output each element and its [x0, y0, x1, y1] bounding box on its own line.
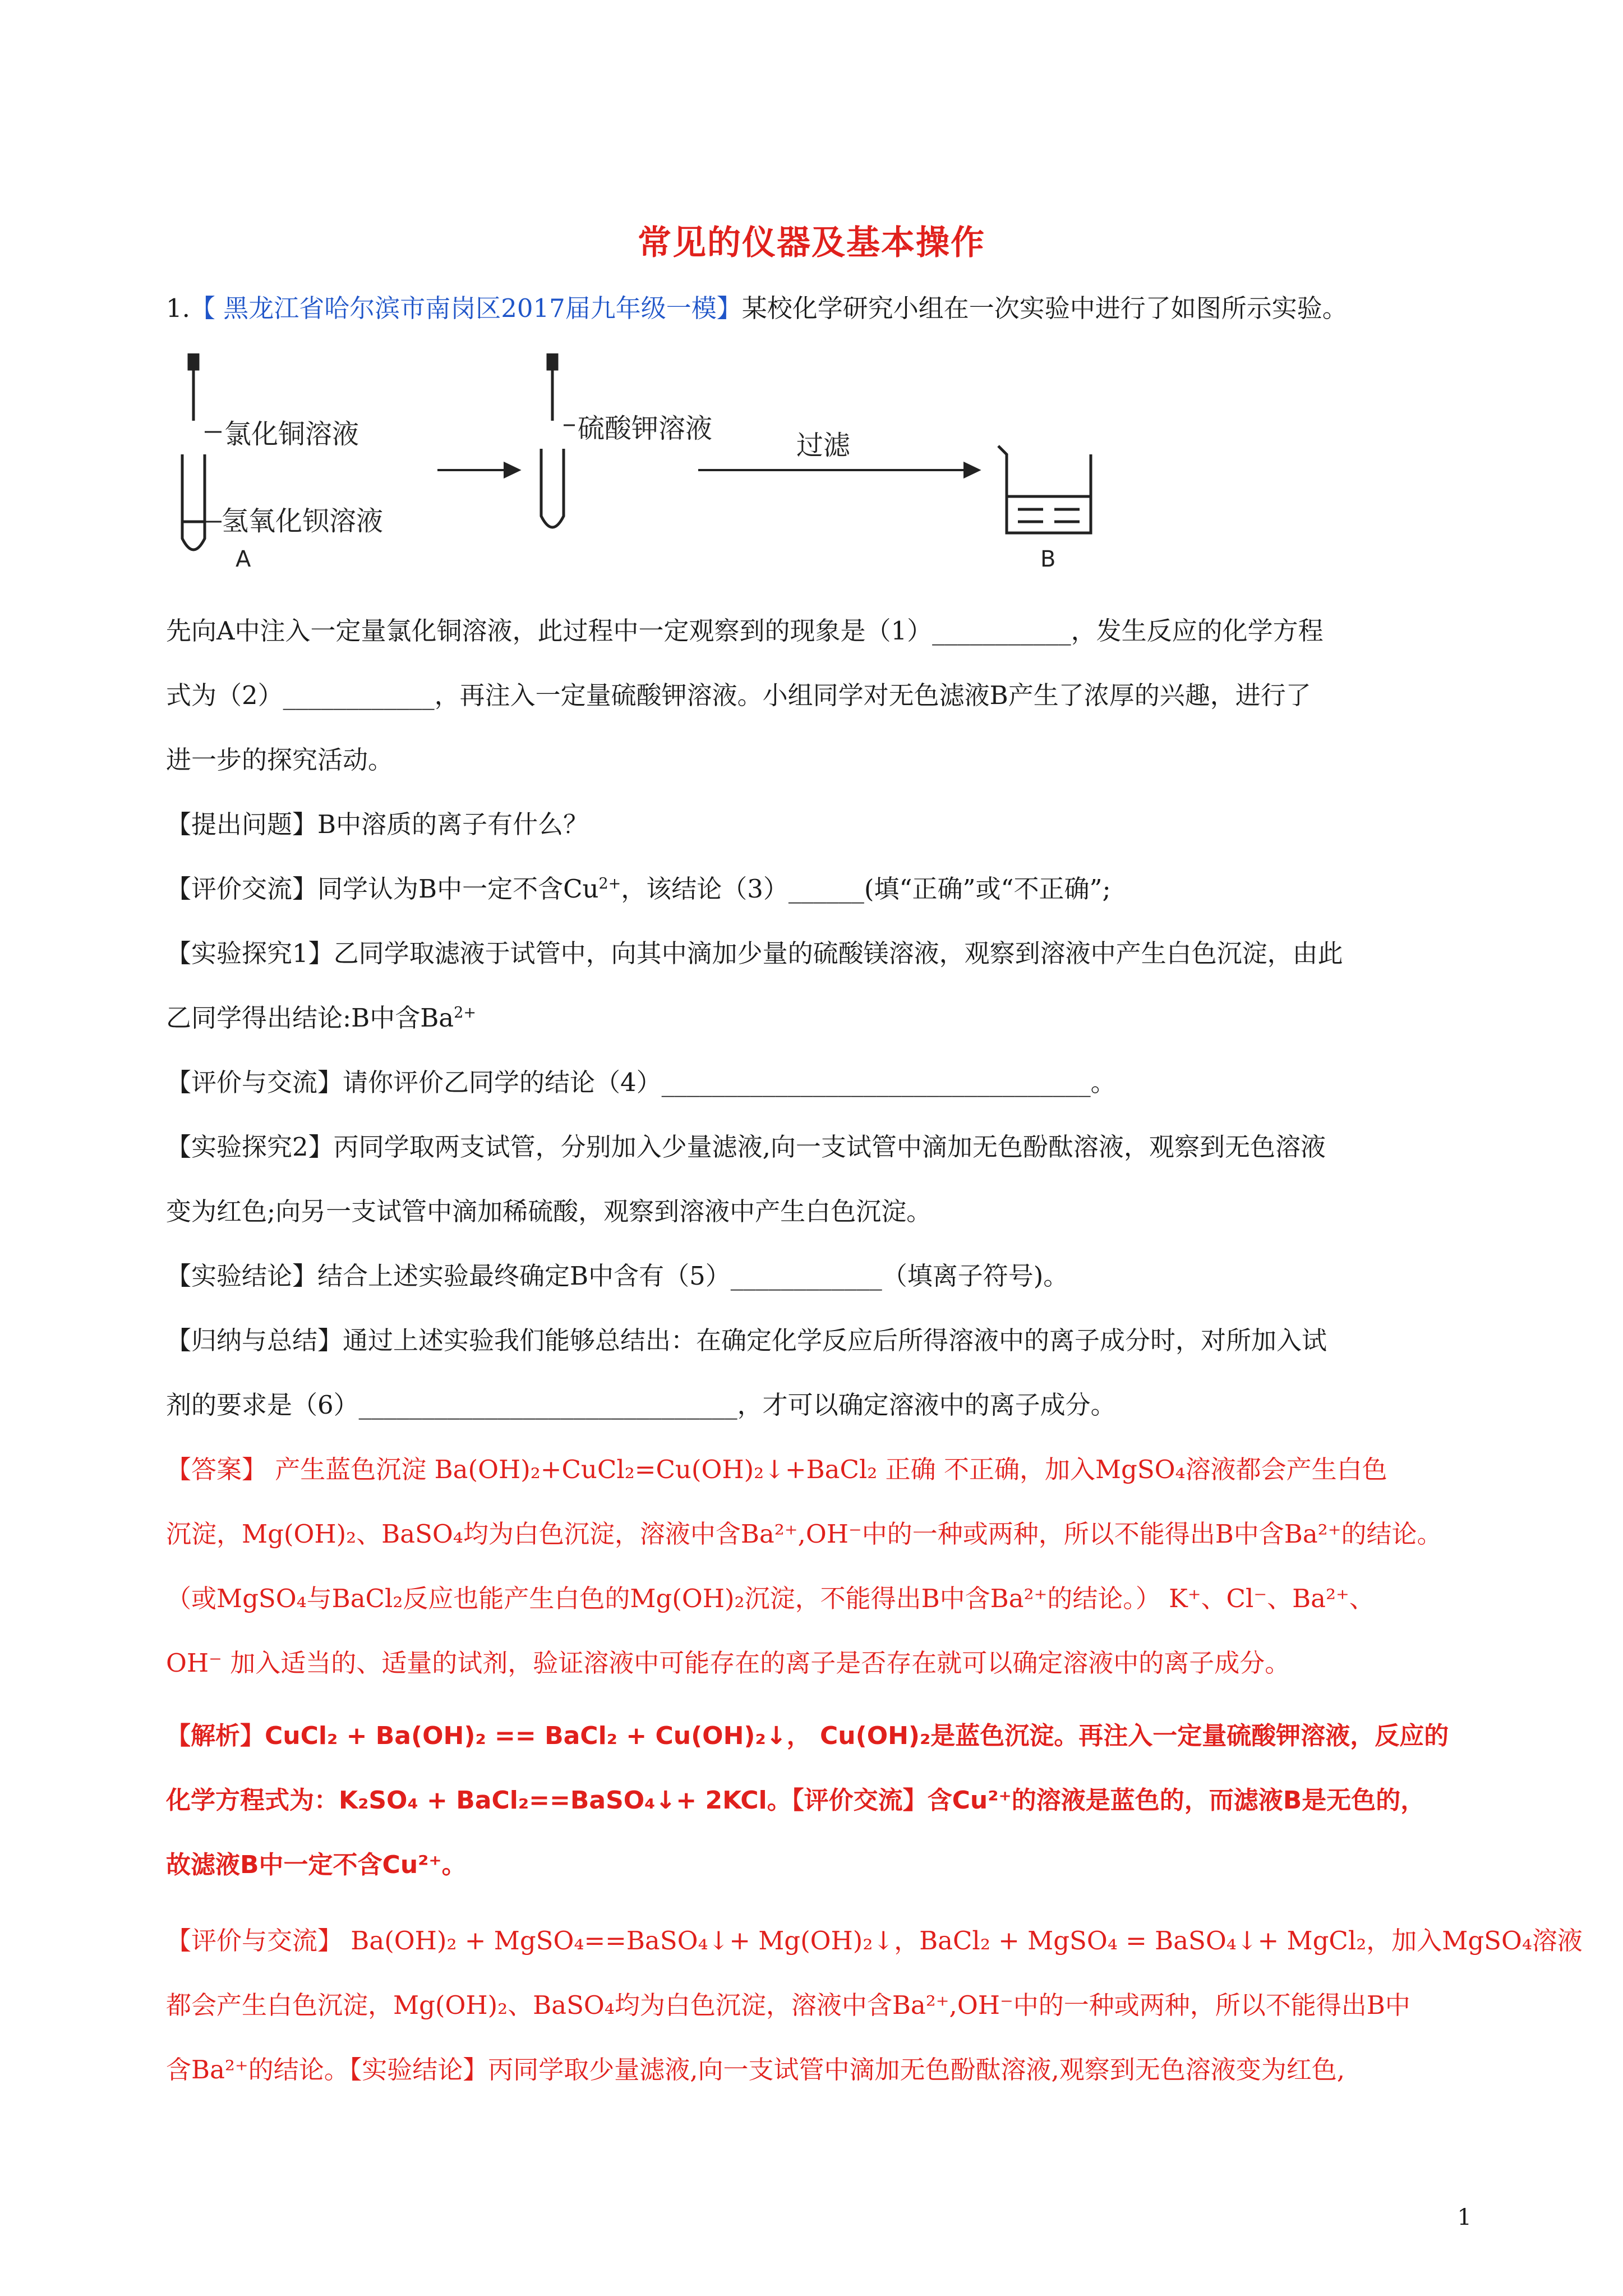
page-number: 1 [1457, 2205, 1472, 2230]
answer-line: （或MgSO₄与BaCl₂反应也能产生白色的Mg(OH)₂沉淀，不能得出B中含Ba²⁺的结论。） K⁺、Cl⁻、Ba²⁺、 [166, 1584, 1375, 1613]
analysis-line: 【解析】CuCl₂ + Ba(OH)₂ == BaCl₂ + Cu(OH)₂↓， Cu(OH)₂是蓝色沉淀。再注入一定量硫酸钾溶液，反应的 [166, 1722, 1449, 1750]
arrow-1-icon [437, 463, 519, 477]
experiment-figure [168, 353, 1122, 589]
paragraph-line: 剂的要求是（6）______________________________，才可以确定溶液中的离子成分。 [166, 1390, 1116, 1420]
text-run: 【评价交流】同学认为B中一定不含Cu [166, 874, 599, 904]
question-source: 【 黑龙江省哈尔滨市南岗区2017届九年级一模】 [190, 293, 742, 323]
evaluation-line: 含Ba²⁺的结论。【实验结论】丙同学取少量滤液,向一支试管中滴加无色酚酞溶液,观察到无色溶液变为红色, [166, 2055, 1345, 2085]
analysis-line: 故滤液B中一定不含Cu²⁺。 [166, 1851, 467, 1879]
test-tube-2-icon [541, 449, 564, 527]
paragraph-line: 变为红色;向另一支试管中滴加稀硫酸，观察到溶液中产生白色沉淀。 [166, 1197, 932, 1226]
beaker-b-icon [998, 446, 1091, 533]
answer-line: 沉淀，Mg(OH)₂、BaSO₄均为白色沉淀，溶液中含Ba²⁺,OH⁻中的一种或两种，所以不能得出B中含Ba²⁺的结论。 [166, 1519, 1442, 1549]
evaluation-line: 都会产生白色沉淀，Mg(OH)₂、BaSO₄均为白色沉淀，溶液中含Ba²⁺,OH⁻中的一种或两种，所以不能得出B中 [166, 1990, 1410, 2020]
text-run: 乙同学得出结论:B中含Ba [166, 1003, 454, 1033]
paragraph-line [166, 872, 1473, 906]
test-tube-a-icon [182, 454, 205, 550]
paragraph-line: 【提出问题】B中溶质的离子有什么？ [166, 809, 589, 839]
paragraph-line: 【实验探究2】丙同学取两支试管，分别加入少量滤液,向一支试管中滴加无色酚酞溶液，观察到无色溶液 [166, 1132, 1326, 1162]
analysis-line: 化学方程式为：K₂SO₄ + BaCl₂==BaSO₄↓+ 2KCl。【评价交流】含Cu²⁺的溶液是蓝色的，而滤液B是无色的， [166, 1786, 1426, 1815]
question-stem: 某校化学研究小组在一次实验中进行了如图所示实验。 [741, 293, 1348, 323]
experiment-diagram [168, 353, 1122, 589]
paragraph-line: 式为（2）____________，再注入一定量硫酸钾溶液。小组同学对无色滤液B产生了浓厚的兴趣，进行了 [166, 680, 1311, 710]
paragraph-line [166, 1001, 1473, 1035]
arrow-2-icon [698, 463, 979, 477]
paragraph-line: 【评价与交流】请你评价乙同学的结论（4）__________________________________。 [166, 1068, 1116, 1097]
answer-line: OH⁻ 加入适当的、适量的试剂，验证溶液中可能存在的离子是否存在就可以确定溶液中的离子成分。 [166, 1648, 1290, 1678]
tube-a-bottom-label: 氢氧化钡溶液 [222, 505, 384, 537]
page-title: 常见的仪器及基本操作 [638, 223, 985, 263]
superscript: 2+ [598, 875, 621, 892]
tube-a-top-label: 氯化铜溶液 [224, 418, 359, 450]
paragraph-line: 【实验结论】结合上述实验最终确定B中含有（5）____________（填离子符号)。 [166, 1261, 1069, 1291]
question-number: 1. [166, 293, 190, 323]
dropper-2-icon [548, 353, 557, 421]
evaluation-line: 【评价与交流】 Ba(OH)₂ + MgSO₄==BaSO₄↓+ Mg(OH)₂↓，BaCl₂ + MgSO₄ = BaSO₄↓+ MgCl₂，加入MgSO₄溶液 [166, 1926, 1583, 1955]
paragraph-line: 进一步的探究活动。 [166, 745, 394, 775]
question-1-header [166, 292, 1473, 325]
superscript: 2+ [454, 1004, 476, 1022]
label-b: B [1040, 546, 1056, 572]
paragraph-line: 【实验探究1】乙同学取滤液于试管中，向其中滴加少量的硫酸镁溶液，观察到溶液中产生白色沉淀，由此 [166, 938, 1343, 968]
paragraph-line: 先向A中注入一定量氯化铜溶液，此过程中一定观察到的现象是（1）___________，发生反应的化学方程 [166, 616, 1324, 646]
answer-line: 【答案】 产生蓝色沉淀 Ba(OH)₂+CuCl₂=Cu(OH)₂↓+BaCl₂ 正确 不正确，加入MgSO₄溶液都会产生白色 [166, 1455, 1387, 1484]
filter-label: 过滤 [796, 430, 851, 461]
tube-2-top-label: 硫酸钾溶液 [578, 413, 713, 444]
dropper-a-icon [189, 353, 198, 421]
label-a: A [236, 546, 251, 572]
paragraph-line: 【归纳与总结】通过上述实验我们能够总结出：在确定化学反应后所得溶液中的离子成分时，对所加入试 [166, 1326, 1327, 1355]
text-run: ，该结论（3）______(填“正确”或“不正确”; [621, 874, 1111, 904]
